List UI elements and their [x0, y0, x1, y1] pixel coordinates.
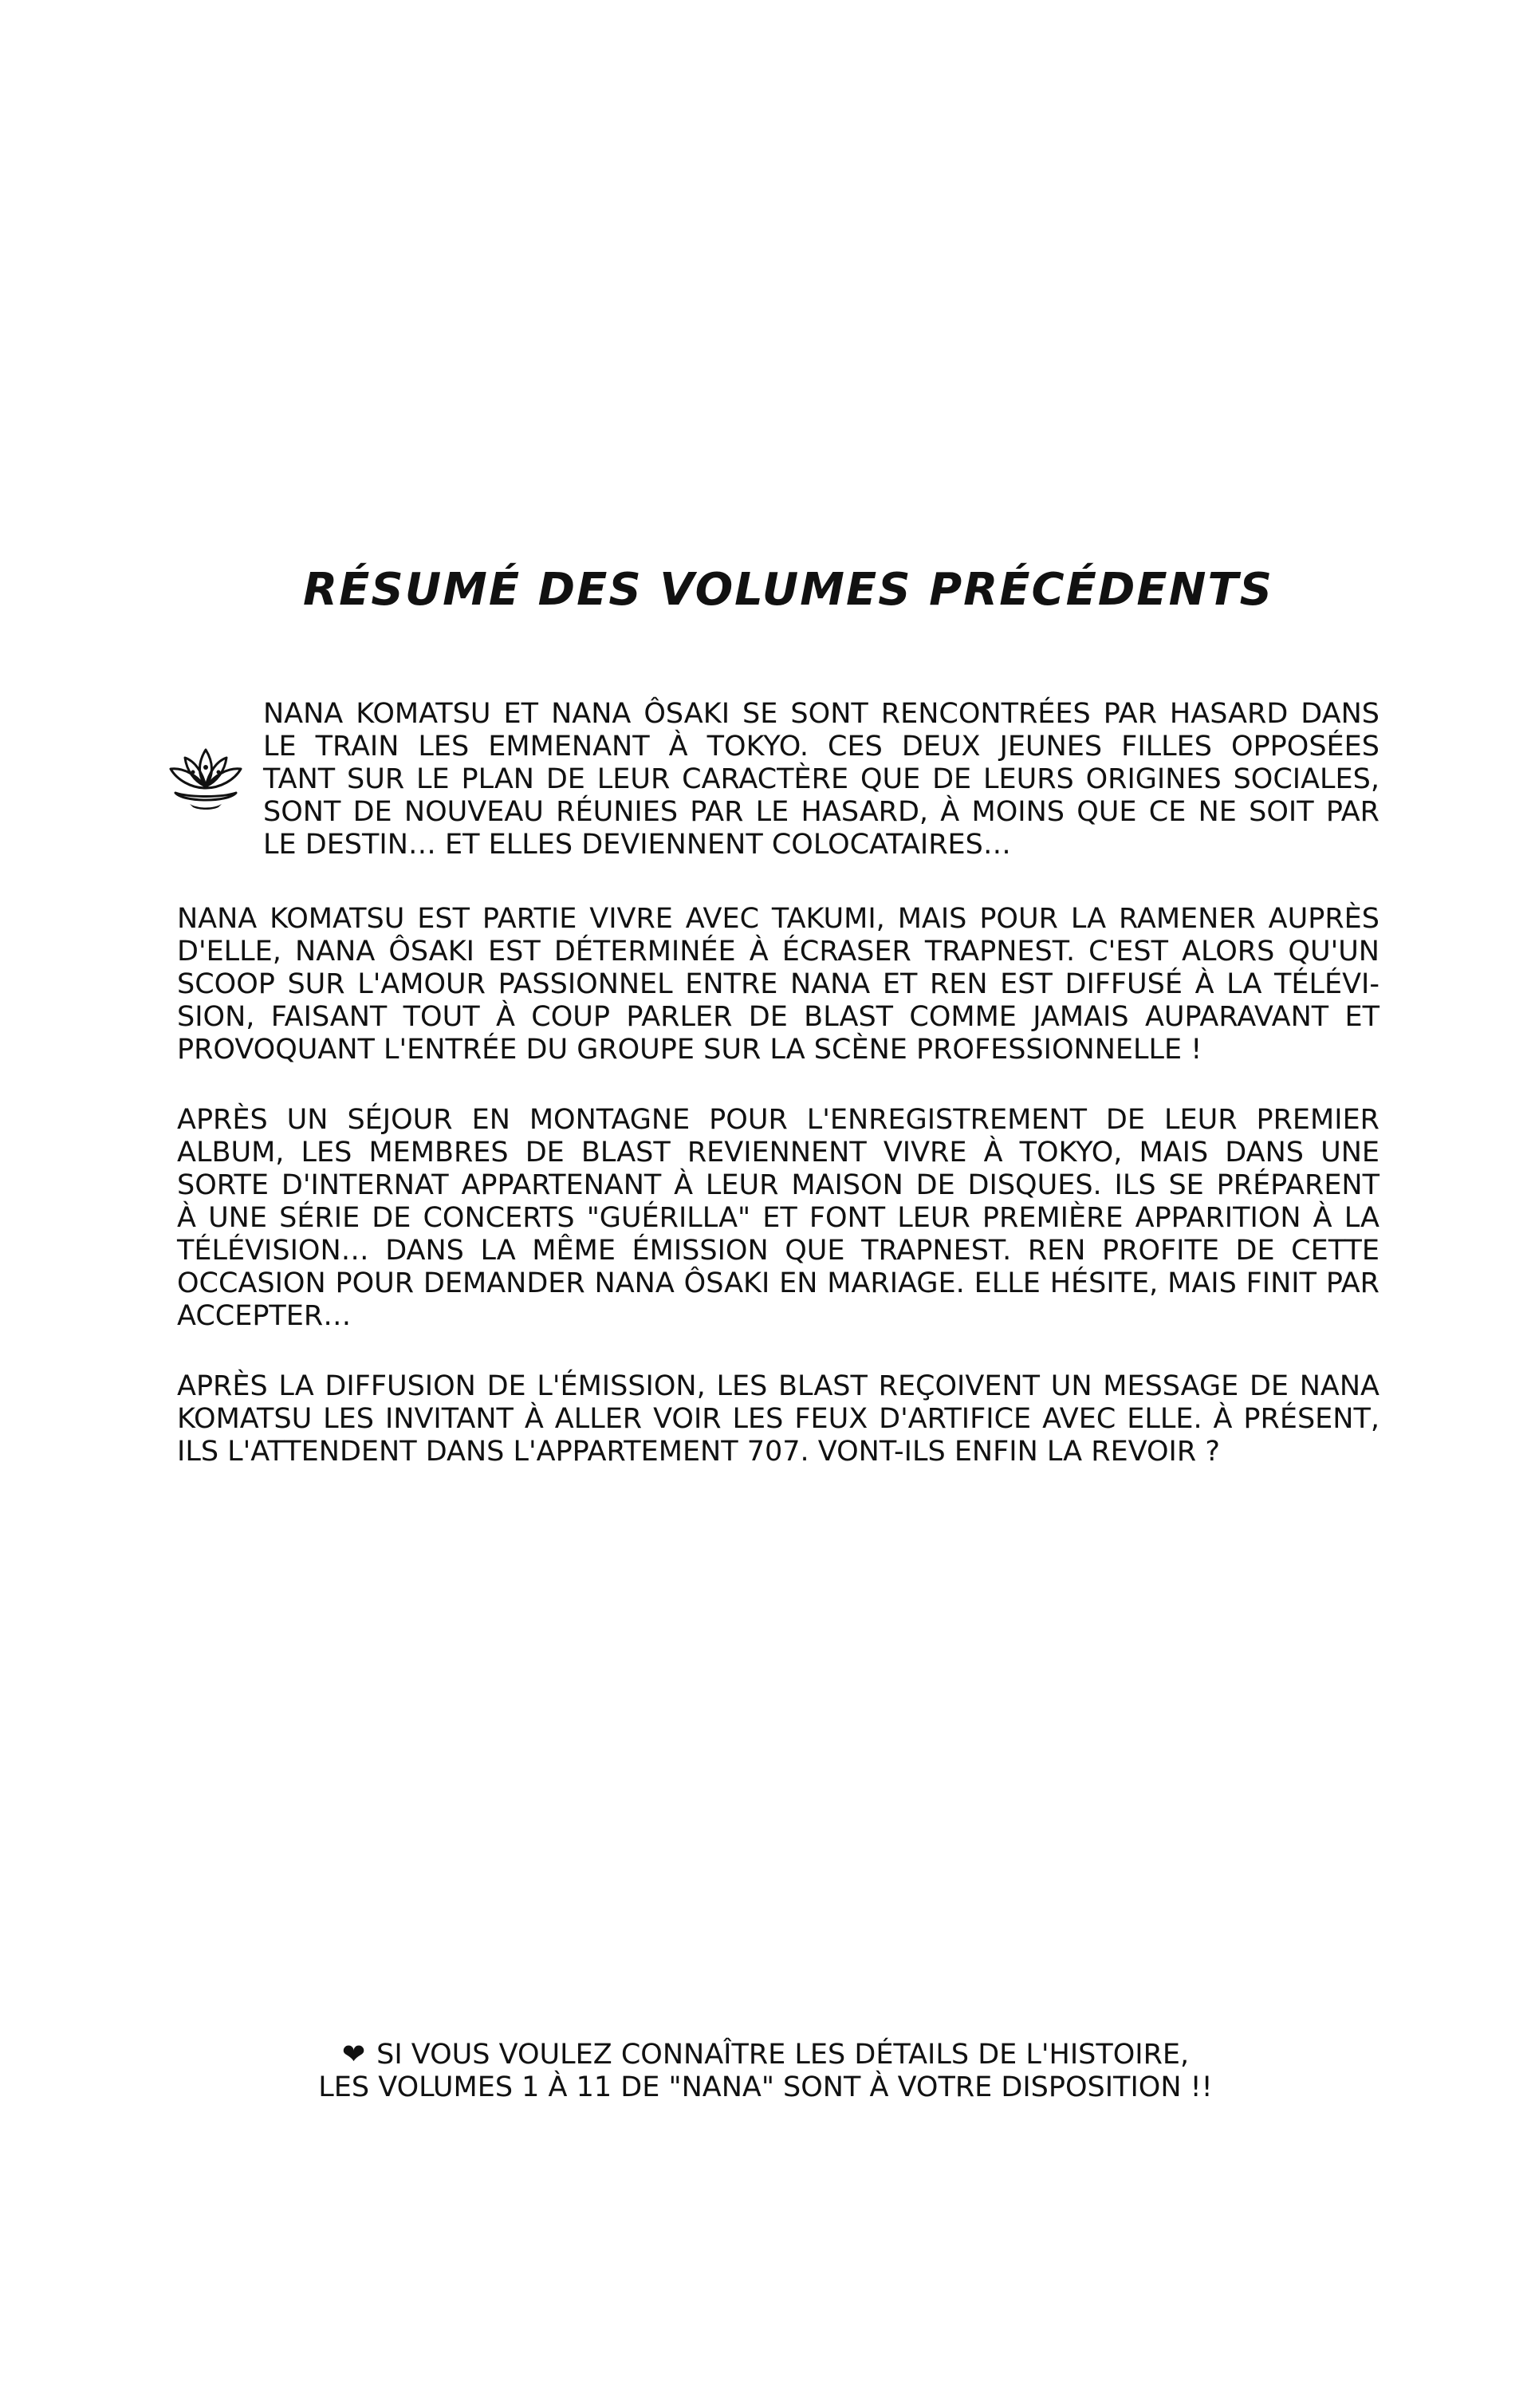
text-line: LE TRAIN LES EMMENANT À TOKYO. CES DEUX JEUNES FILLES OPPOSÉES [263, 731, 1379, 763]
text-line: ACCEPTER… [177, 1300, 352, 1332]
footer-note [303, 2039, 1228, 2104]
text-line: PROVOQUANT L'ENTRÉE DU GROUPE SUR LA SCÈNE PROFESSIONNELLE ! [177, 1034, 1202, 1066]
text-line: NANA KOMATSU EST PARTIE VIVRE AVEC TAKUMI, MAIS POUR LA RAMENER AUPRÈS [177, 903, 1379, 935]
text-line: TÉLÉVISION… DANS LA MÊME ÉMISSION QUE TRAPNEST. REN PROFITE DE CETTE [177, 1235, 1379, 1267]
text-line: D'ELLE, NANA ÔSAKI EST DÉTERMINÉE À ÉCRASER TRAPNEST. C'EST ALORS QU'UN [177, 936, 1379, 968]
footer-line-2: LES VOLUMES 1 À 11 DE "NANA" SONT À VOTRE DISPOSITION !! [318, 2071, 1213, 2103]
footer-line-1 [303, 2039, 1228, 2071]
text-line: À UNE SÉRIE DE CONCERTS "GUÉRILLA" ET FONT LEUR PREMIÈRE APPARITION À LA [177, 1202, 1379, 1234]
text-line: KOMATSU LES INVITANT À ALLER VOIR LES FEUX D'ARTIFICE AVEC ELLE. À PRÉSENT, [177, 1403, 1379, 1435]
text-line: SION, FAISANT TOUT À COUP PARLER DE BLAST COMME JAMAIS AUPARAVANT ET [177, 1001, 1379, 1033]
text-line: NANA KOMATSU ET NANA ÔSAKI SE SONT RENCONTRÉES PAR HASARD DANS [263, 698, 1379, 730]
footer-text-1: SI VOUS VOULEZ CONNAÎTRE LES DÉTAILS DE L'HISTOIRE, [376, 2039, 1190, 2071]
text-line: TANT SUR LE PLAN DE LEUR CARACTÈRE QUE DE LEURS ORIGINES SOCIALES, [263, 763, 1379, 795]
text-line: SORTE D'INTERNAT APPARTENANT À LEUR MAISON DE DISQUES. ILS SE PRÉPARENT [177, 1169, 1379, 1201]
text-line: APRÈS UN SÉJOUR EN MONTAGNE POUR L'ENREGISTREMENT DE LEUR PREMIER [177, 1104, 1379, 1136]
summary-paragraph-2 [177, 903, 1379, 1066]
text-line: LE DESTIN… ET ELLES DEVIENNENT COLOCATAIRES… [263, 829, 1011, 861]
text-line: ALBUM, LES MEMBRES DE BLAST REVIENNENT VIVRE À TOKYO, MAIS DANS UNE [177, 1137, 1379, 1169]
lotus-flower-icon [166, 740, 246, 812]
heart-icon: ❤ [341, 2039, 366, 2071]
text-line: ILS L'ATTENDENT DANS L'APPARTEMENT 707. VONT-ILS ENFIN LA REVOIR ? [177, 1436, 1220, 1468]
text-line: SONT DE NOUVEAU RÉUNIES PAR LE HASARD, À MOINS QUE CE NE SOIT PAR [263, 796, 1379, 828]
text-line: SCOOP SUR L'AMOUR PASSIONNEL ENTRE NANA ET REN EST DIFFUSÉ À LA TÉLÉVI- [177, 968, 1379, 1000]
text-line: APRÈS LA DIFFUSION DE L'ÉMISSION, LES BLAST REÇOIVENT UN MESSAGE DE NANA [177, 1370, 1379, 1402]
page-title: RÉSUMÉ DES VOLUMES PRÉCÉDENTS [303, 564, 1273, 616]
summary-paragraph-1 [263, 698, 1379, 861]
summary-paragraph-4 [177, 1370, 1379, 1468]
summary-paragraph-3 [177, 1104, 1379, 1333]
text-line: OCCASION POUR DEMANDER NANA ÔSAKI EN MARIAGE. ELLE HÉSITE, MAIS FINIT PAR [177, 1267, 1379, 1299]
